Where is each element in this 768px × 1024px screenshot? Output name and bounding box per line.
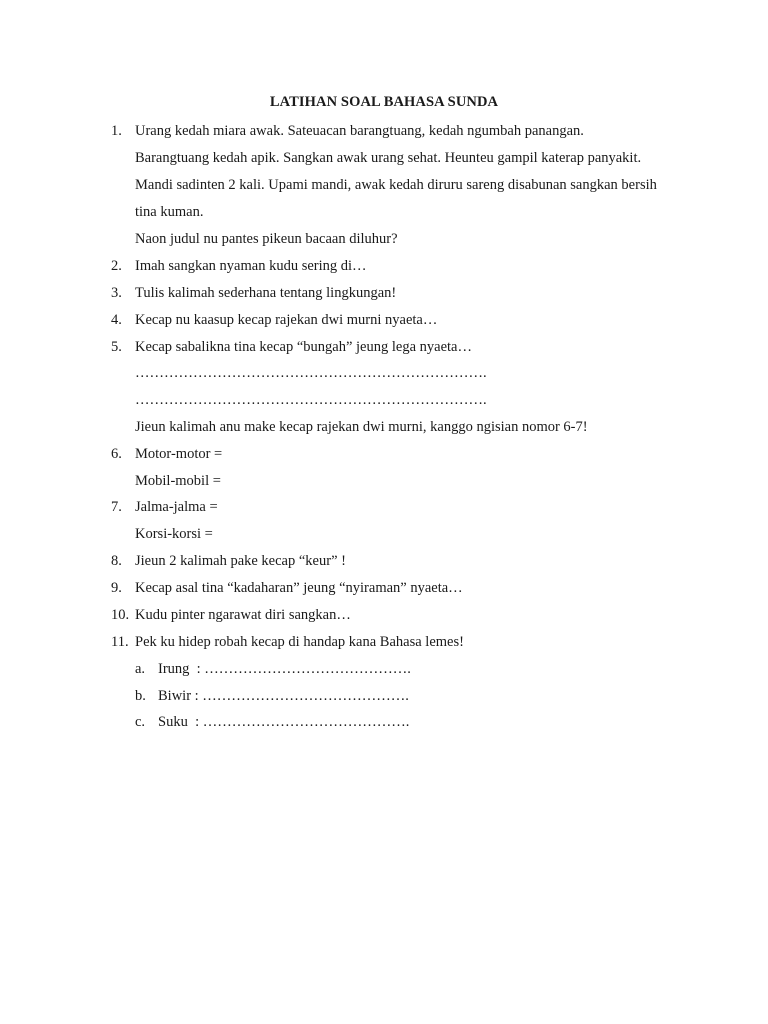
question-2-text: Imah sangkan nyaman kudu sering di…: [135, 258, 367, 274]
question-2-number: 2.: [111, 258, 122, 274]
question-4-number: 4.: [111, 312, 122, 328]
question-1-line-3: Mandi sadinten 2 kali. Upami mandi, awak kedah diruru sareng disabunan sangkan bersih: [135, 177, 657, 193]
question-5-number: 5.: [111, 339, 122, 355]
sub-item-a-letter: a.: [135, 661, 146, 677]
question-7-line-1: Jalma-jalma =: [135, 499, 218, 515]
sub-item-c-letter: c.: [135, 714, 146, 730]
question-8-number: 8.: [111, 553, 122, 569]
answer-dots-line-1: ……………………………………………………………….: [135, 365, 487, 381]
question-8-text: Jieun 2 kalimah pake kecap “keur” !: [135, 553, 346, 569]
sub-item-b-letter: b.: [135, 688, 146, 704]
question-1-line-2: Barangtuang kedah apik. Sangkan awak urang sehat. Heunteu gampil katerap panyakit.: [135, 150, 642, 166]
question-1-line-4: tina kuman.: [135, 204, 204, 220]
question-7-number: 7.: [111, 499, 122, 515]
question-4-text: Kecap nu kaasup kecap rajekan dwi murni nyaeta…: [135, 312, 438, 328]
sub-item-b-text: Biwir : …………………………………….: [158, 688, 409, 704]
sub-item-a-text: Irung : …………………………………….: [158, 661, 411, 677]
instruction-text: Jieun kalimah anu make kecap rajekan dwi murni, kanggo ngisian nomor 6-7!: [135, 419, 588, 435]
question-6-line-1: Motor-motor =: [135, 446, 223, 462]
document-title: LATIHAN SOAL BAHASA SUNDA: [269, 94, 499, 110]
question-6-number: 6.: [111, 446, 122, 462]
question-11-text: Pek ku hidep robah kecap di handap kana Bahasa lemes!: [135, 634, 464, 650]
question-7-line-2: Korsi-korsi =: [135, 526, 213, 542]
question-1-line-1: Urang kedah miara awak. Sateuacan barangtuang, kedah ngumbah panangan.: [135, 123, 584, 139]
question-6-line-2: Mobil-mobil =: [135, 473, 221, 489]
question-3-text: Tulis kalimah sederhana tentang lingkungan!: [135, 285, 397, 301]
question-10-text: Kudu pinter ngarawat diri sangkan…: [135, 607, 351, 623]
question-5-text: Kecap sabalikna tina kecap “bungah” jeung lega nyaeta…: [135, 339, 472, 355]
question-10-number: 10.: [111, 607, 130, 623]
question-9-number: 9.: [111, 580, 122, 596]
answer-dots-line-2: ……………………………………………………………….: [135, 392, 487, 408]
sub-item-c-text: Suku : …………………………………….: [158, 714, 410, 730]
question-11-number: 11.: [111, 634, 129, 650]
question-3-number: 3.: [111, 285, 122, 301]
question-9-text: Kecap asal tina “kadaharan” jeung “nyiraman” nyaeta…: [135, 580, 463, 596]
question-1-line-5: Naon judul nu pantes pikeun bacaan diluhur?: [135, 231, 398, 247]
question-1-number: 1.: [111, 123, 122, 139]
